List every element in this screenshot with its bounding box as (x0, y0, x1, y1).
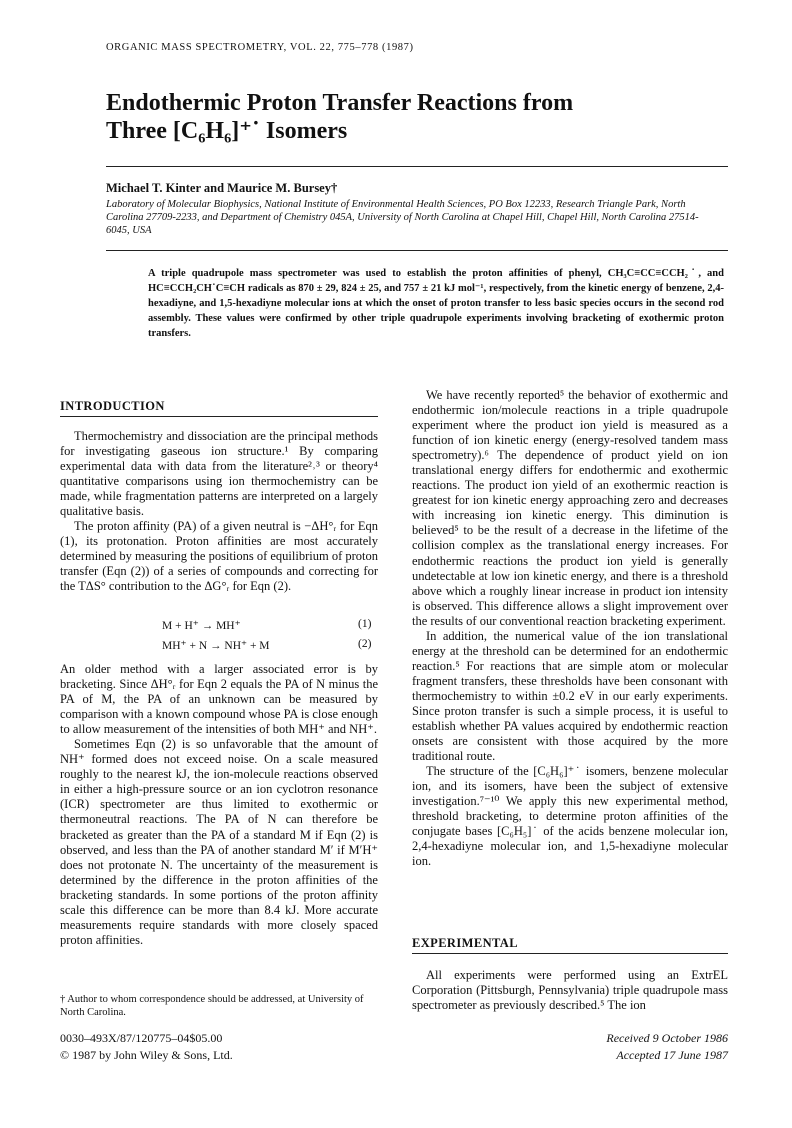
section-heading-experimental: EXPERIMENTAL (412, 936, 518, 950)
intro-paragraph-3: An older method with a larger associated error is by bracketing. Since ΔH°ᵣ for Eqn 2 equals the PA of N minus the PA of M, the PA of an unknown can be measured by comparison with a known compound whose PA is close enough to allow measurement of the intensities of both MH⁺ and NH⁺. (60, 662, 378, 737)
affiliation: Laboratory of Molecular Biophysics, National Institute of Environmental Health Sciences, PO Box 12233, Research Triangle Park, North Carolina 27709-2233, and Department of Chemistry 045A, University of North Carolina at Chapel Hill, Chapel Hill, North Carolina 27514-6045, USA (106, 199, 699, 236)
title-line-1: Endothermic Proton Transfer Reactions from (106, 90, 574, 116)
right-paragraph-2: In addition, the numerical value of the ion translational energy at the threshold can be determined for an endothermic reaction.⁵ For reactions that are simple atom or molecular fragment transfers, these thresholds have been consonant with thermochemistry to within ±0.2 eV in our early experiments. Since proton transfer is such a simple process, it is useful to establish whether PA values acquired by endothermic reaction onsets are consistent with those acquired by the more traditional route. (412, 628, 728, 764)
equation-1-number: (1) (358, 618, 372, 630)
right-paragraph-3: The structure of the [C₆H₆]⁺˙ isomers, benzene molecular ion, and its isomers, have been the subject of extensive investigation.⁷⁻¹⁰ We apply this new experimental method, threshold bracketing, to determine proton affinities of the conjugate bases [C₆H₅]˙ of the acids benzene molecular ion, 2,4-hexadiyne molecular ion, and 1,5-hexadiyne molecular ion. (412, 764, 728, 869)
left-column-text-block-2 (60, 662, 378, 948)
right-column-text-block-1 (412, 388, 728, 870)
title-line-2: Three [C₆H₆]⁺˙ Isomers (106, 118, 348, 144)
issn-code: 0030–493X/87/120775–04$05.00 (60, 1031, 223, 1045)
submission-dates (420, 1030, 728, 1064)
equation-2: MH⁺ + N → NH⁺ + M (162, 640, 270, 652)
authors: Michael T. Kinter and Maurice M. Bursey† (106, 181, 338, 195)
right-paragraph-1: We have recently reported⁵ the behavior of exothermic and endothermic ion/molecule reactions in a triple quadrupole experiment where the product ion yield is measured as a function of ion kinetic energy (energy-resolved tandem mass spectrometry).⁶ The dependence of product yield on ion translational energy differs for endothermic and exothermic reactions. The product ion yield of an exothermic reaction is greatest for ion kinetic energy approaching zero and decreases with increasing ion kinetic energy. This diminution is believed⁵ to be the result of a decrease in the lifetime of the collision complex as the translational energy increases. For endothermic reactions the product ion yield is generally undetectable at low ion kinetic energy, and there is a threshold above which a roughly linear increase in product ion intensity is observed. This difference allows a slight improvement over the results of our conventional reaction bracketing experiment. (412, 388, 728, 628)
introduction-rule (60, 416, 378, 417)
author-footnote: † Author to whom correspondence should be addressed, at University of North Carolina. (60, 994, 364, 1018)
abstract-top-rule (106, 250, 728, 251)
intro-paragraph-2: The proton affinity (PA) of a given neutral is −ΔH°ᵣ for Eqn (1), its protonation. Proton affinities are most accurately determined by measuring the positions of equilibrium of proton transfer (Eqn (2)) of a series of compounds and correcting for the TΔS° contribution to the ΔG°ᵣ for Eqn (2). (60, 519, 378, 594)
section-heading-introduction: INTRODUCTION (60, 399, 165, 413)
equation-2-number: (2) (358, 638, 372, 650)
title-rule (106, 166, 728, 167)
accepted-date: Accepted 17 June 1987 (616, 1048, 728, 1062)
intro-paragraph-4: Sometimes Eqn (2) is so unfavorable that the amount of NH⁺ formed does not exceed noise. On a scale measured roughly to the nearest kJ, the ion-molecule reactions observed in either a high-pressure source or an ion cyclotron resonance (ICR) spectrometer are thus limited to exothermic or thermoneutral reactions. The PA of N can therefore be bracketed as greater than the PA of a standard M if Eqn (2) is observed, and less than the PA of another standard M′ if M′H⁺ does not protonate N. The uncertainty of the measurement is determined by the difference in the proton affinities of the bracketing standards. In some portions of the proton affinity scale this difference can be more than 8.4 kJ. More accurate measurements require standards with more closely spaced proton affinities. (60, 737, 378, 947)
publication-codes (60, 1030, 390, 1064)
equation-1: M + H⁺ → MH⁺ (162, 620, 241, 632)
received-date: Received 9 October 1986 (606, 1031, 728, 1045)
abstract: A triple quadrupole mass spectrometer was used to establish the proton affinities of phenyl, CH₃C≡CC≡CCH₂˙, and HC≡CCH₂CH˙C≡CH radicals as 870 ± 29, 824 ± 25, and 757 ± 21 kJ mol⁻¹, respectively, from the kinetic energy of benzene, 2,4-hexadiyne, and 1,5-hexadiyne molecular ions at which the onset of proton transfer to less basic species occurs in the second rod assembly. These values were confirmed by other triple quadrupole experiments involving bracketing of exothermic proton transfers. (148, 268, 724, 339)
left-column-text-block-1 (60, 429, 378, 595)
right-column-text-block-2 (412, 968, 728, 1013)
experimental-rule (412, 953, 728, 954)
copyright-line: © 1987 by John Wiley & Sons, Ltd. (60, 1048, 233, 1062)
experimental-paragraph-1: All experiments were performed using an ExtrEL Corporation (Pittsburgh, Pennsylvania) triple quadrupole mass spectrometer as previously described.⁵ The ion (412, 968, 728, 1013)
running-head: ORGANIC MASS SPECTROMETRY, VOL. 22, 775–778 (1987) (106, 42, 414, 53)
article-title (106, 89, 706, 145)
intro-paragraph-1: Thermochemistry and dissociation are the principal methods for investigating gaseous ion structure.¹ By comparing experimental data with data from the literature²˒³ or theory⁴ quantitative comparisons using ion thermochemistry can be made, while fragmentation patterns are interpreted on a largely qualitative basis. (60, 429, 378, 519)
